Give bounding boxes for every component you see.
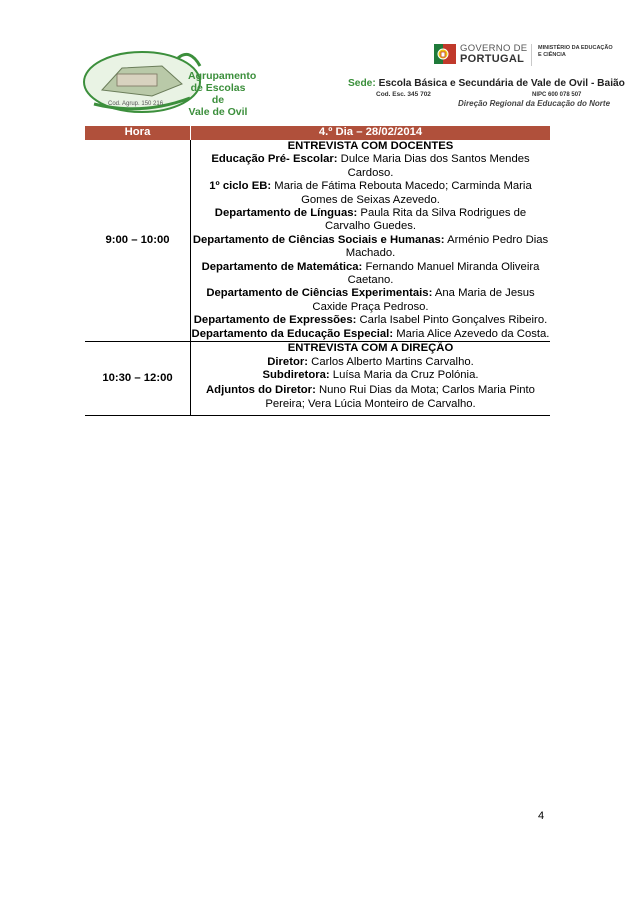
- school-logo-text: Agrupamento de Escolas de Vale de Ovil: [188, 70, 257, 118]
- ministry-name: MINISTÉRIO DA EDUCAÇÃO E CIÊNCIA: [538, 45, 613, 58]
- list-item: Departamento de Matemática: Fernando Manuel Miranda Oliveira Caetano.: [201, 260, 540, 287]
- list-item: Departamento de Ciências Experimentais: Ana Maria de Jesus Caxide Praça Pedroso.: [206, 287, 535, 313]
- schedule-table: [85, 126, 550, 416]
- time-cell: 10:30 – 12:00: [85, 342, 191, 416]
- list-item: Adjuntos do Diretor: Nuno Rui Dias da Mota; Carlos Maria Pinto Pereira; Vera Lúcia Monteiro de Carvalho.: [206, 384, 535, 410]
- page-number: 4: [538, 810, 545, 822]
- list-item: Diretor: Carlos Alberto Martins Carvalho.: [267, 355, 474, 368]
- school-code: Cod. Agrup. 150 216: [108, 101, 164, 107]
- table-row: [85, 342, 550, 416]
- time-cell: 9:00 – 10:00: [85, 140, 191, 342]
- list-item: Subdiretora: Luísa Maria da Cruz Polónia.: [262, 368, 479, 381]
- details-cell: [191, 342, 551, 416]
- column-header-day: 4.º Dia – 28/02/2014: [191, 126, 551, 140]
- row-title: ENTREVISTA COM A DIREÇÃO: [287, 342, 454, 355]
- column-header-hora: Hora: [85, 126, 191, 140]
- government-name: GOVERNO DE PORTUGAL: [460, 43, 528, 65]
- list-item: 1º ciclo EB: Maria de Fátima Rebouta Macedo; Carminda Maria Gomes de Seixas Azevedo.: [209, 180, 532, 206]
- list-item: Departamento de Ciências Sociais e Humanas: Arménio Pedro Dias Machado.: [192, 233, 549, 260]
- regional-directorate: Direção Regional da Educação do Norte: [458, 99, 611, 108]
- list-item: Departamento de Línguas: Paula Rita da Silva Rodrigues de Carvalho Guedes.: [214, 207, 527, 233]
- letterhead: [0, 0, 638, 120]
- table-row: [85, 140, 550, 342]
- table-header-row: [85, 126, 550, 140]
- details-cell: [191, 140, 551, 342]
- list-item: Departamento da Educação Especial: Maria Alice Azevedo da Costa.: [191, 327, 550, 340]
- list-item: Departamento de Expressões: Carla Isabel Pinto Gonçalves Ribeiro.: [193, 314, 548, 327]
- school-cod-esc: Cod. Esc. 345 702: [376, 91, 431, 98]
- list-item: Educação Pré- Escolar: Dulce Maria Dias dos Santos Mendes Cardoso.: [211, 153, 530, 179]
- government-emblem-icon: [434, 42, 458, 71]
- nipc: NIPC 600 078 507: [532, 92, 582, 98]
- school-seat: Sede: Escola Básica e Secundária de Vale de Ovil - Baião: [348, 78, 625, 89]
- divider: [531, 44, 532, 66]
- row-title: ENTREVISTA COM DOCENTES: [287, 140, 454, 152]
